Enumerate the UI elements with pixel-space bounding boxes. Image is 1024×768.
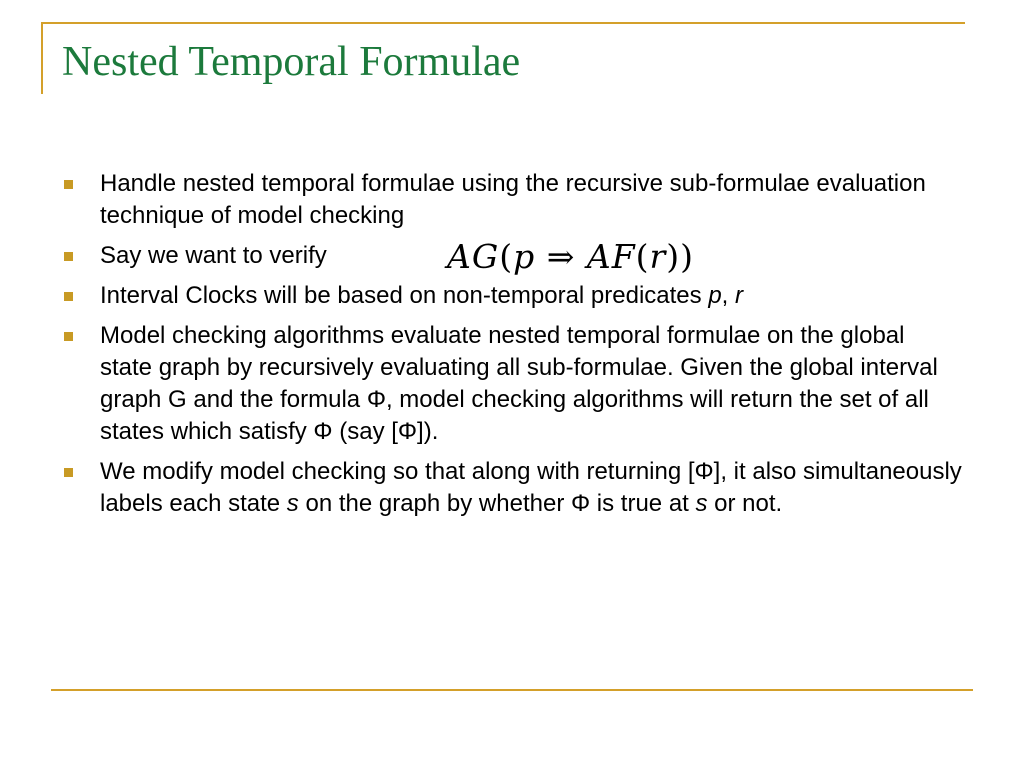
state-s: s [695,490,708,517]
formula-var-r: r [649,237,667,276]
bullet-text: Interval Clocks will be based on non-temporal predicates [100,282,709,309]
formula-paren-close: )) [666,237,694,276]
ctl-formula [443,237,698,277]
bullet-text: or not. [707,490,783,517]
square-bullet-icon [64,292,73,301]
bullet-text: Say we want to verify [100,242,327,269]
formula-implies: ⇒ [546,237,576,276]
slide-title: Nested Temporal Formulae [62,39,521,85]
formula-var-p: p [513,237,536,276]
formula-operator-ag: AG [447,237,500,276]
bullet-item [0,320,1024,448]
title-accent-vertical-line [41,22,43,94]
bullet-item [0,237,1024,276]
square-bullet-icon [64,332,73,341]
bullet-item [0,280,1024,312]
square-bullet-icon [64,180,73,189]
bullet-list [0,168,1024,528]
state-s: s [286,490,299,517]
bullet-item [0,168,1024,232]
formula-paren-open-inner: ( [635,237,650,276]
bullet-text: Model checking algorithms evaluate nested temporal formulae on the global state graph by recursively evaluating all sub-formulae. Given the global interval graph G and the formula Φ, model checking algorithms will return the set of all states which satisfy Φ (say [Φ]). [100,322,938,445]
title-accent-horizontal-line [41,22,965,24]
footer-accent-line [51,689,973,691]
bullet-text: on the graph by whether Φ is true at [298,490,696,517]
formula-paren-open: ( [499,237,514,276]
separator: , [721,282,736,309]
square-bullet-icon [64,468,73,477]
bullet-text: We modify model checking so that along with returning [Φ], it also simultaneously labels each state [100,458,962,517]
formula-operator-af: AF [586,237,636,276]
bullet-item [0,456,1024,520]
bullet-text: Handle nested temporal formulae using the recursive sub-formulae evaluation technique of model checking [100,170,926,229]
predicate-p: p [708,282,722,309]
square-bullet-icon [64,252,73,261]
predicate-r: r [735,282,744,309]
